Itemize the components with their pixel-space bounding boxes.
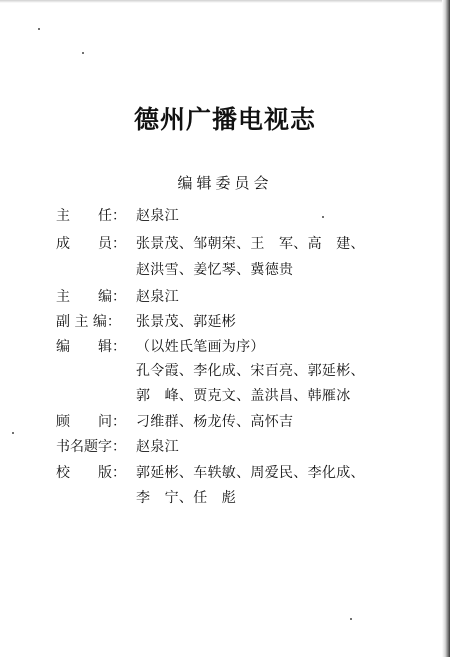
row-value: 赵泉江 bbox=[136, 208, 179, 224]
page-top-edge-shadow bbox=[0, 0, 450, 3]
row-label: 编 辑： bbox=[56, 339, 126, 355]
row-label: 副 主 编： bbox=[56, 314, 121, 330]
scan-speck bbox=[38, 28, 40, 30]
row-label: 主 编： bbox=[56, 289, 126, 305]
scan-speck bbox=[12, 432, 14, 434]
row-label: 主 任： bbox=[56, 208, 126, 224]
row-label: 顾 问： bbox=[56, 414, 126, 430]
row-value: 张景茂、郭延彬 bbox=[136, 314, 237, 330]
row-value: 张景茂、邹朝荣、王 军、高 建、 bbox=[136, 236, 365, 252]
row-value-continued: 郭 峰、贾克文、盖洪昌、韩雁冰 bbox=[136, 388, 351, 404]
scan-speck bbox=[82, 52, 84, 54]
row-value-continued: 孔令霞、李化成、宋百亮、郭延彬、 bbox=[136, 363, 365, 379]
row-value: 赵泉江 bbox=[136, 439, 179, 455]
row-value-continued: 赵洪雪、姜忆琴、冀德贵 bbox=[136, 262, 294, 278]
row-label: 成 员： bbox=[56, 236, 126, 252]
row-value: 赵泉江 bbox=[136, 289, 179, 305]
scan-speck bbox=[322, 216, 324, 218]
scan-speck bbox=[350, 618, 352, 620]
row-value: （以姓氏笔画为序） bbox=[136, 339, 265, 355]
row-label: 书名题字： bbox=[56, 439, 126, 455]
page-right-edge-shadow bbox=[442, 0, 450, 657]
row-value: 郭延彬、车轶敏、周爱民、李化成、 bbox=[136, 465, 365, 481]
editorial-committee-heading: 编辑委员会 bbox=[177, 174, 273, 192]
row-value-continued: 李 宁、任 彪 bbox=[136, 490, 237, 506]
row-label: 校 版： bbox=[56, 465, 126, 481]
row-value: 刁维群、杨龙传、高怀吉 bbox=[136, 414, 294, 430]
page-title: 德州广播电视志 bbox=[133, 105, 316, 134]
